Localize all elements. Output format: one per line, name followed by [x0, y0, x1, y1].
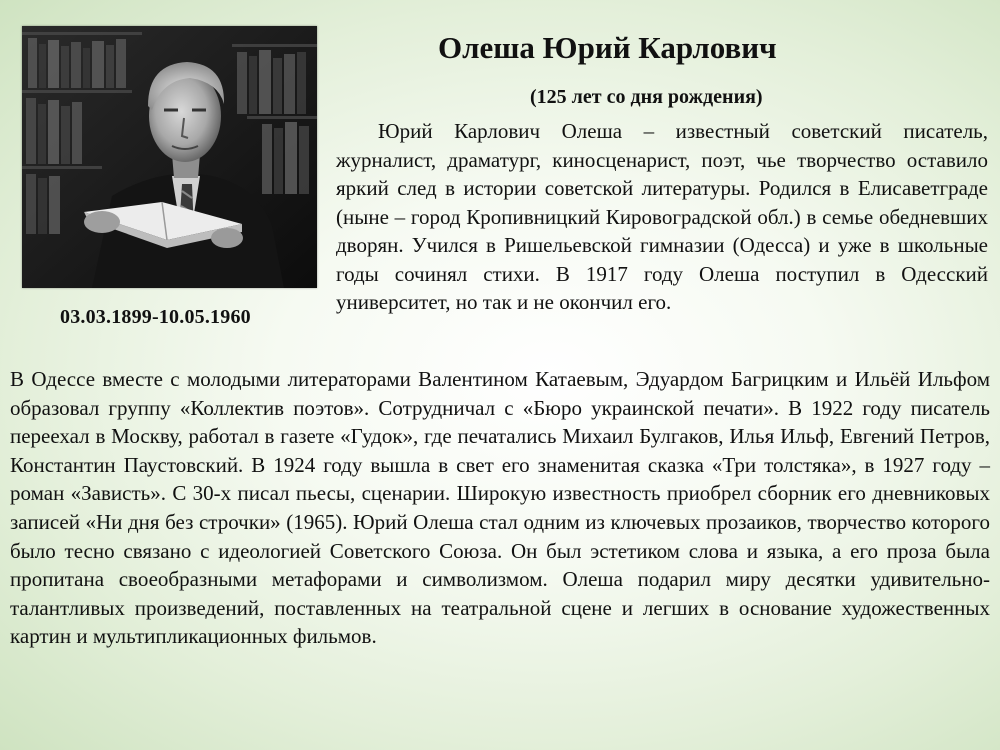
- page-subtitle: (125 лет со дня рождения): [530, 86, 763, 108]
- life-dates: 03.03.1899-10.05.1960: [60, 306, 251, 328]
- page-title: Олеша Юрий Карлович: [438, 30, 777, 65]
- intro-paragraph: Юрий Карлович Олеша – известный советский писатель, журналист, драматург, киносценарист, поэт, чье творчество оставило яркий след в истории советской литературы. Родился в Елисаветграде (ныне – город Кропивницкий Кировоградской обл.) в семье обедневших дворян. Учился в Ришельевской гимназии (Одесса) и уже в школьные годы сочинял стихи. В 1917 году Олеша поступил в Одесский университет, но так и не окончил его.: [336, 119, 988, 314]
- portrait-photo: [22, 26, 317, 288]
- biography-paragraph: В Одессе вместе с молодыми литераторами Валентином Катаевым, Эдуардом Багрицким и Ильёй Ильфом образовал группу «Коллектив поэтов». Сотрудничал с «Бюро украинской печати». В 1922 году писатель переехал в Москву, работал в газете «Гудок», где печатались Михаил Булгаков, Илья Ильф, Евгений Петров, Константин Паустовский. В 1924 году вышла в свет его знаменитая сказка «Три толстяка», в 1927 году – роман «Зависть». С 30-х писал пьесы, сценарии. Широкую известность приобрел сборник его дневниковых записей «Ни дня без строчки» (1965). Юрий Олеша стал одним из ключевых прозаиков, творчество которого было тесно связано с идеологией Советского Союза. Он был эстетиком слова и языка, а его проза была пропитана своеобразными метафорами и символизмом. Олеша подарил миру десятки удивительно-талантливых произведений, поставленных на театральной сцене и легших в основание художественных картин и мультипликационных фильмов.: [10, 367, 990, 649]
- portrait-image: [22, 26, 317, 288]
